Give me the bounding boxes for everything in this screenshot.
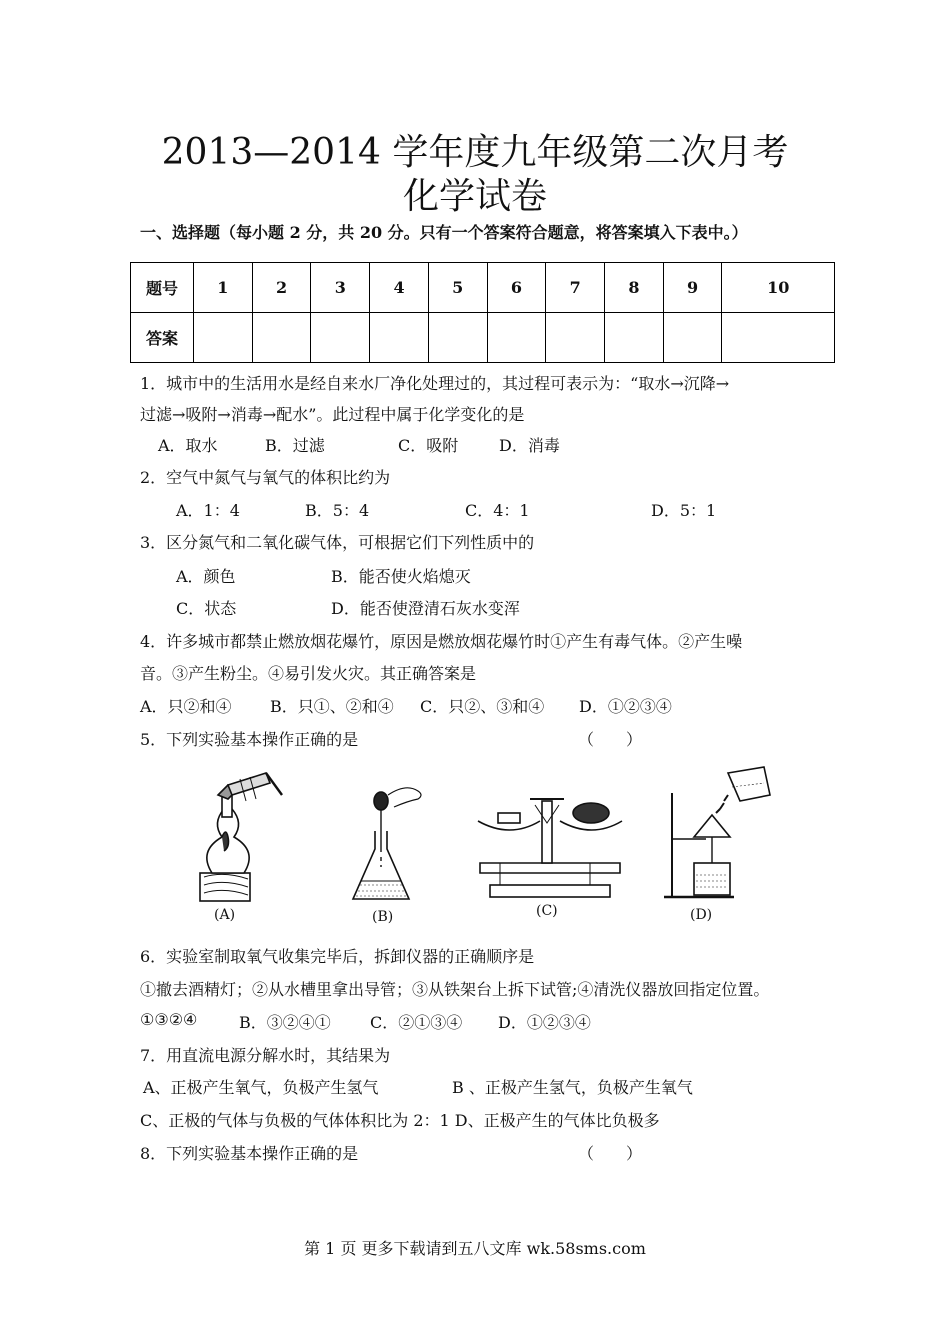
table-cell: 7 <box>546 263 605 313</box>
answer-cell[interactable] <box>605 313 664 363</box>
table-cell: 4 <box>370 263 429 313</box>
q6-option-a: ①③②④ <box>140 1010 198 1029</box>
q1-stem-1: 1．城市中的生活用水是经自来水厂净化处理过的，其过程可表示为：“取水→沉降→ <box>140 374 730 393</box>
q8-stem: 8．下列实验基本操作正确的是 <box>140 1144 359 1163</box>
q2-stem: 2．空气中氮气与氧气的体积比约为 <box>140 468 391 487</box>
q4-stem-1: 4．许多城市都禁止燃放烟花爆竹，原因是燃放烟花爆竹时①产生有毒气体。②产生噪 <box>140 632 743 651</box>
table-cell: 1 <box>194 263 253 313</box>
figure-label-d: (D) <box>690 907 713 923</box>
q1-option-b: B．过滤 <box>265 436 325 455</box>
q3-stem: 3．区分氮气和二氧化碳气体，可根据它们下列性质中的 <box>140 533 535 552</box>
q3-option-c: C．状态 <box>176 599 237 618</box>
lamp-heating-illustration <box>200 773 282 901</box>
q7-option-b: B 、正极产生氢气，负极产生氧气 <box>452 1078 693 1097</box>
answer-cell[interactable] <box>487 313 546 363</box>
balance-illustration <box>478 799 622 897</box>
q3-option-d: D．能否使澄清石灰水变浑 <box>331 599 520 618</box>
lab-operations-figure <box>180 765 800 925</box>
table-cell: 10 <box>722 263 835 313</box>
row-label-answer: 答案 <box>131 313 194 363</box>
q7-stem: 7．用直流电源分解水时，其结果为 <box>140 1046 391 1065</box>
q3-option-a: A．颜色 <box>176 567 236 586</box>
answer-cell[interactable] <box>370 313 429 363</box>
page-footer: 第 1 页 更多下载请到五八文库 wk.58sms.com <box>304 1239 646 1258</box>
q6-option-d: D．①②③④ <box>498 1013 591 1032</box>
figure-label-c: (C) <box>536 903 558 919</box>
q8-answer-paren: （ ） <box>578 1144 643 1163</box>
q2-option-d: D．5：1 <box>651 501 717 520</box>
q2-option-c: C．4：1 <box>465 501 530 520</box>
q6-option-c: C．②①③④ <box>370 1013 463 1032</box>
q4-option-c: C．只②、③和④ <box>420 697 545 716</box>
table-cell: 6 <box>487 263 546 313</box>
q1-option-c: C．吸附 <box>398 436 459 455</box>
q2-option-b: B．5：4 <box>305 501 370 520</box>
table-cell: 5 <box>428 263 487 313</box>
answer-table <box>130 262 835 363</box>
q2-option-a: A．1：4 <box>176 501 240 520</box>
q1-stem-2: 过滤→吸附→消毒→配水”。此过程中属于化学变化的是 <box>140 405 525 424</box>
table-row-numbers <box>131 263 835 313</box>
answer-cell[interactable] <box>252 313 311 363</box>
answer-cell[interactable] <box>428 313 487 363</box>
q4-option-a: A．只②和④ <box>140 697 232 716</box>
q4-option-d: D．①②③④ <box>579 697 672 716</box>
q6-stem: 6．实验室制取氧气收集完毕后，拆卸仪器的正确顺序是 <box>140 947 535 966</box>
answer-cell[interactable] <box>194 313 253 363</box>
q5-stem: 5．下列实验基本操作正确的是 <box>140 730 359 749</box>
q1-option-d: D．消毒 <box>499 436 560 455</box>
section-heading: 一、选择题（每小题 2 分，共 20 分。只有一个答案符合题意，将答案填入下表中。） <box>140 223 748 242</box>
table-cell: 8 <box>605 263 664 313</box>
row-label-number: 题号 <box>131 263 194 313</box>
q1-option-a: A．取水 <box>158 436 218 455</box>
title-line-1: 2013—2014 学年度九年级第二次月考 <box>161 132 789 173</box>
q6-option-b: B．③②④① <box>239 1013 331 1032</box>
q7-option-cd: C、正极的气体与负极的气体体积比为 2：1 D、正极产生的气体比负极多 <box>140 1111 660 1130</box>
q7-option-a: A、正极产生氧气，负极产生氢气 <box>143 1078 379 1097</box>
answer-cell[interactable] <box>722 313 835 363</box>
table-cell: 2 <box>252 263 311 313</box>
q4-stem-2: 音。③产生粉尘。④易引发火灾。其正确答案是 <box>140 664 477 683</box>
q3-option-b: B．能否使火焰熄灭 <box>331 567 471 586</box>
q6-steps: ①撤去酒精灯；②从水槽里拿出导管；③从铁架台上拆下试管;④清洗仪器放回指定位置。 <box>140 980 770 999</box>
dropper-flask-illustration <box>353 788 421 899</box>
figure-label-b: (B) <box>372 909 394 925</box>
answer-cell[interactable] <box>663 313 722 363</box>
title-line-2: 化学试卷 <box>402 176 547 217</box>
q5-answer-paren: （ ） <box>578 730 643 749</box>
answer-cell[interactable] <box>546 313 605 363</box>
filtration-illustration <box>664 767 770 897</box>
table-cell: 9 <box>663 263 722 313</box>
table-row-answers <box>131 313 835 363</box>
q4-option-b: B．只①、②和④ <box>270 697 394 716</box>
table-cell: 3 <box>311 263 370 313</box>
figure-label-a: (A) <box>214 907 236 923</box>
answer-cell[interactable] <box>311 313 370 363</box>
